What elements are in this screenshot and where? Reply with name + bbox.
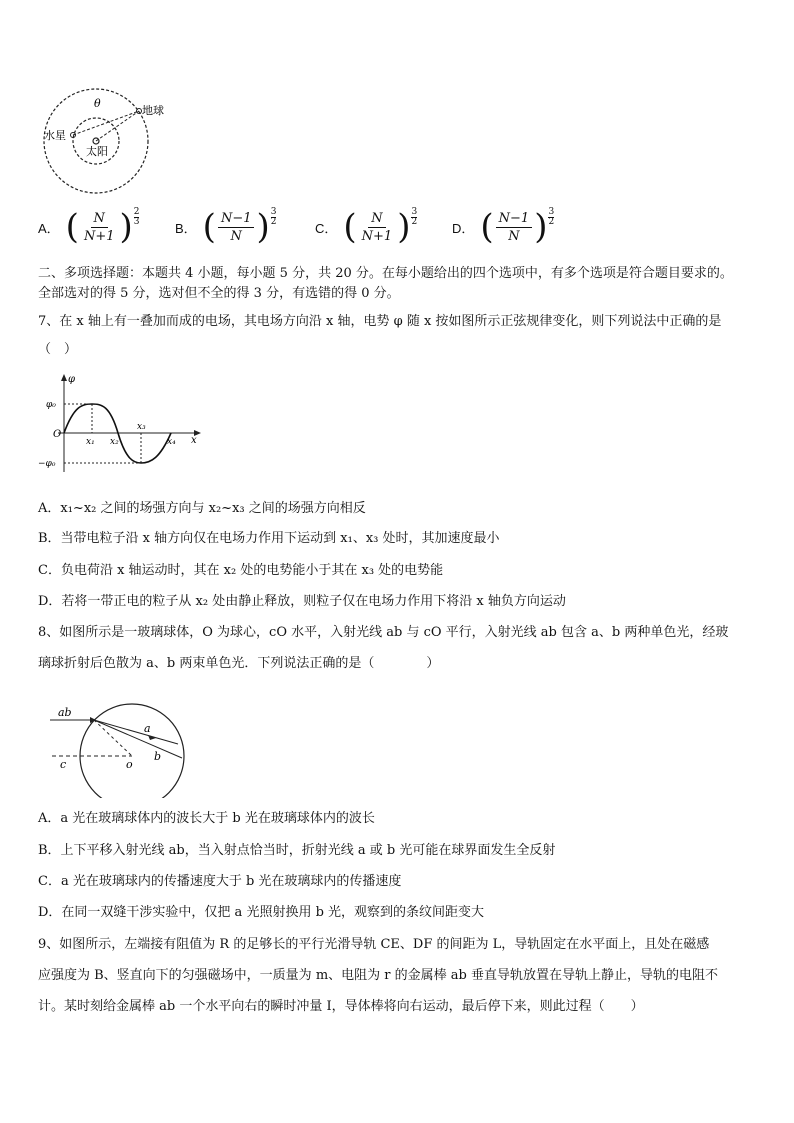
q7-option-d[interactable]: D．若将一带正电的粒子从 x₂ 处由静止释放，则粒子仅在电场力作用下将沿 x 轴负方向运动	[38, 594, 566, 609]
x3-label: x₃	[137, 422, 146, 432]
orbit-figure	[40, 85, 170, 195]
q9-stem-line3: 计。某时刻给金属棒 ab 一个水平向右的瞬时冲量 I，导体棒将向右运动，最后停下来，则此过程（ ）	[38, 999, 644, 1014]
sun-label: 太阳	[86, 145, 108, 158]
ab-label: ab	[58, 706, 72, 719]
neg-phi0-label: −φ₀	[38, 459, 56, 469]
q8-option-d[interactable]: D．在同一双缝干涉实验中，仅把 a 光照射换用 b 光，观察到的条纹间距变大	[38, 905, 485, 920]
x4-label: x₄	[167, 437, 176, 447]
x2-label: x₂	[110, 437, 119, 447]
q7-stem-line2: （ ）	[38, 342, 78, 357]
mercury-label: 水星	[44, 129, 66, 142]
earth-label: 地球	[142, 104, 164, 117]
glass-sphere-figure	[50, 700, 200, 798]
x1-label: x₁	[86, 437, 95, 447]
origin-label: O	[53, 429, 62, 440]
o-label: o	[126, 758, 133, 771]
q9-stem-line1: 9、如图所示，左端接有阻值为 R 的足够长的平行光滑导轨 CE、DF 的间距为 L，导轨固定在水平面上，且处在磁感	[38, 937, 710, 952]
a-ray-label: a	[144, 722, 151, 735]
q8-option-b[interactable]: B．上下平移入射光线 ab，当入射点恰当时，折射光线 a 或 b 光可能在球界面发生全反射	[38, 843, 556, 858]
q7-option-c[interactable]: C．负电荷沿 x 轴运动时，其在 x₂ 处的电势能小于其在 x₃ 处的电势能	[38, 563, 444, 578]
section2-line1: 二、多项选择题：本题共 4 小题，每小题 5 分，共 20 分。在每小题给出的四个选项中，有多个选项是符合题目要求的。	[38, 266, 733, 281]
q8-stem-line2: 璃球折射后色散为 a、b 两束单色光．下列说法正确的是（ ）	[38, 656, 440, 671]
angle-label: θ	[94, 97, 101, 110]
option-a[interactable]: A． ( $\frac{N}{N+1}$ ) 2 3	[38, 207, 140, 247]
section2-line2: 全部选对的得 5 分，选对但不全的得 3 分，有选错的得 0 分。	[38, 286, 400, 301]
option-d[interactable]: D． ( $\frac{N-1}{N}$ ) 3 2	[452, 207, 555, 247]
q7-option-b[interactable]: B．当带电粒子沿 x 轴方向仅在电场力作用下运动到 x₁、x₃ 处时，其加速度最小	[38, 531, 500, 546]
q8-option-c[interactable]: C．a 光在玻璃球内的传播速度大于 b 光在玻璃球内的传播速度	[38, 874, 402, 889]
phi-axis-label: φ	[68, 374, 76, 385]
q7-stem-line1: 7、在 x 轴上有一叠加而成的电场，其电场方向沿 x 轴，电势 φ 随 x 按如图所示正弦规律变化，则下列说法中正确的是	[38, 314, 722, 329]
x-axis-label: x	[191, 435, 197, 446]
potential-graph	[36, 372, 206, 476]
q8-option-a[interactable]: A．a 光在玻璃球体内的波长大于 b 光在玻璃球体内的波长	[38, 811, 375, 826]
b-ray-label: b	[154, 750, 162, 763]
option-c[interactable]: C． ( $\frac{N}{N+1}$ ) 3 2	[315, 207, 418, 247]
q8-stem-line1: 8、如图所示是一玻璃球体，O 为球心，cO 水平，入射光线 ab 与 cO 平行，入射光线 ab 包含 a、b 两种单色光，经玻	[38, 625, 729, 640]
c-label: c	[60, 758, 67, 771]
option-b[interactable]: B． ( $\frac{N-1}{N}$ ) 3 2	[175, 207, 277, 247]
q9-stem-line2: 应强度为 B、竖直向下的匀强磁场中，一质量为 m、电阻为 r 的金属棒 ab 垂直导轨放置在导轨上静止，导轨的电阻不	[38, 968, 718, 983]
phi0-label: φ₀	[46, 400, 56, 410]
q7-option-a[interactable]: A．x₁~x₂ 之间的场强方向与 x₂~x₃ 之间的场强方向相反	[38, 501, 366, 516]
